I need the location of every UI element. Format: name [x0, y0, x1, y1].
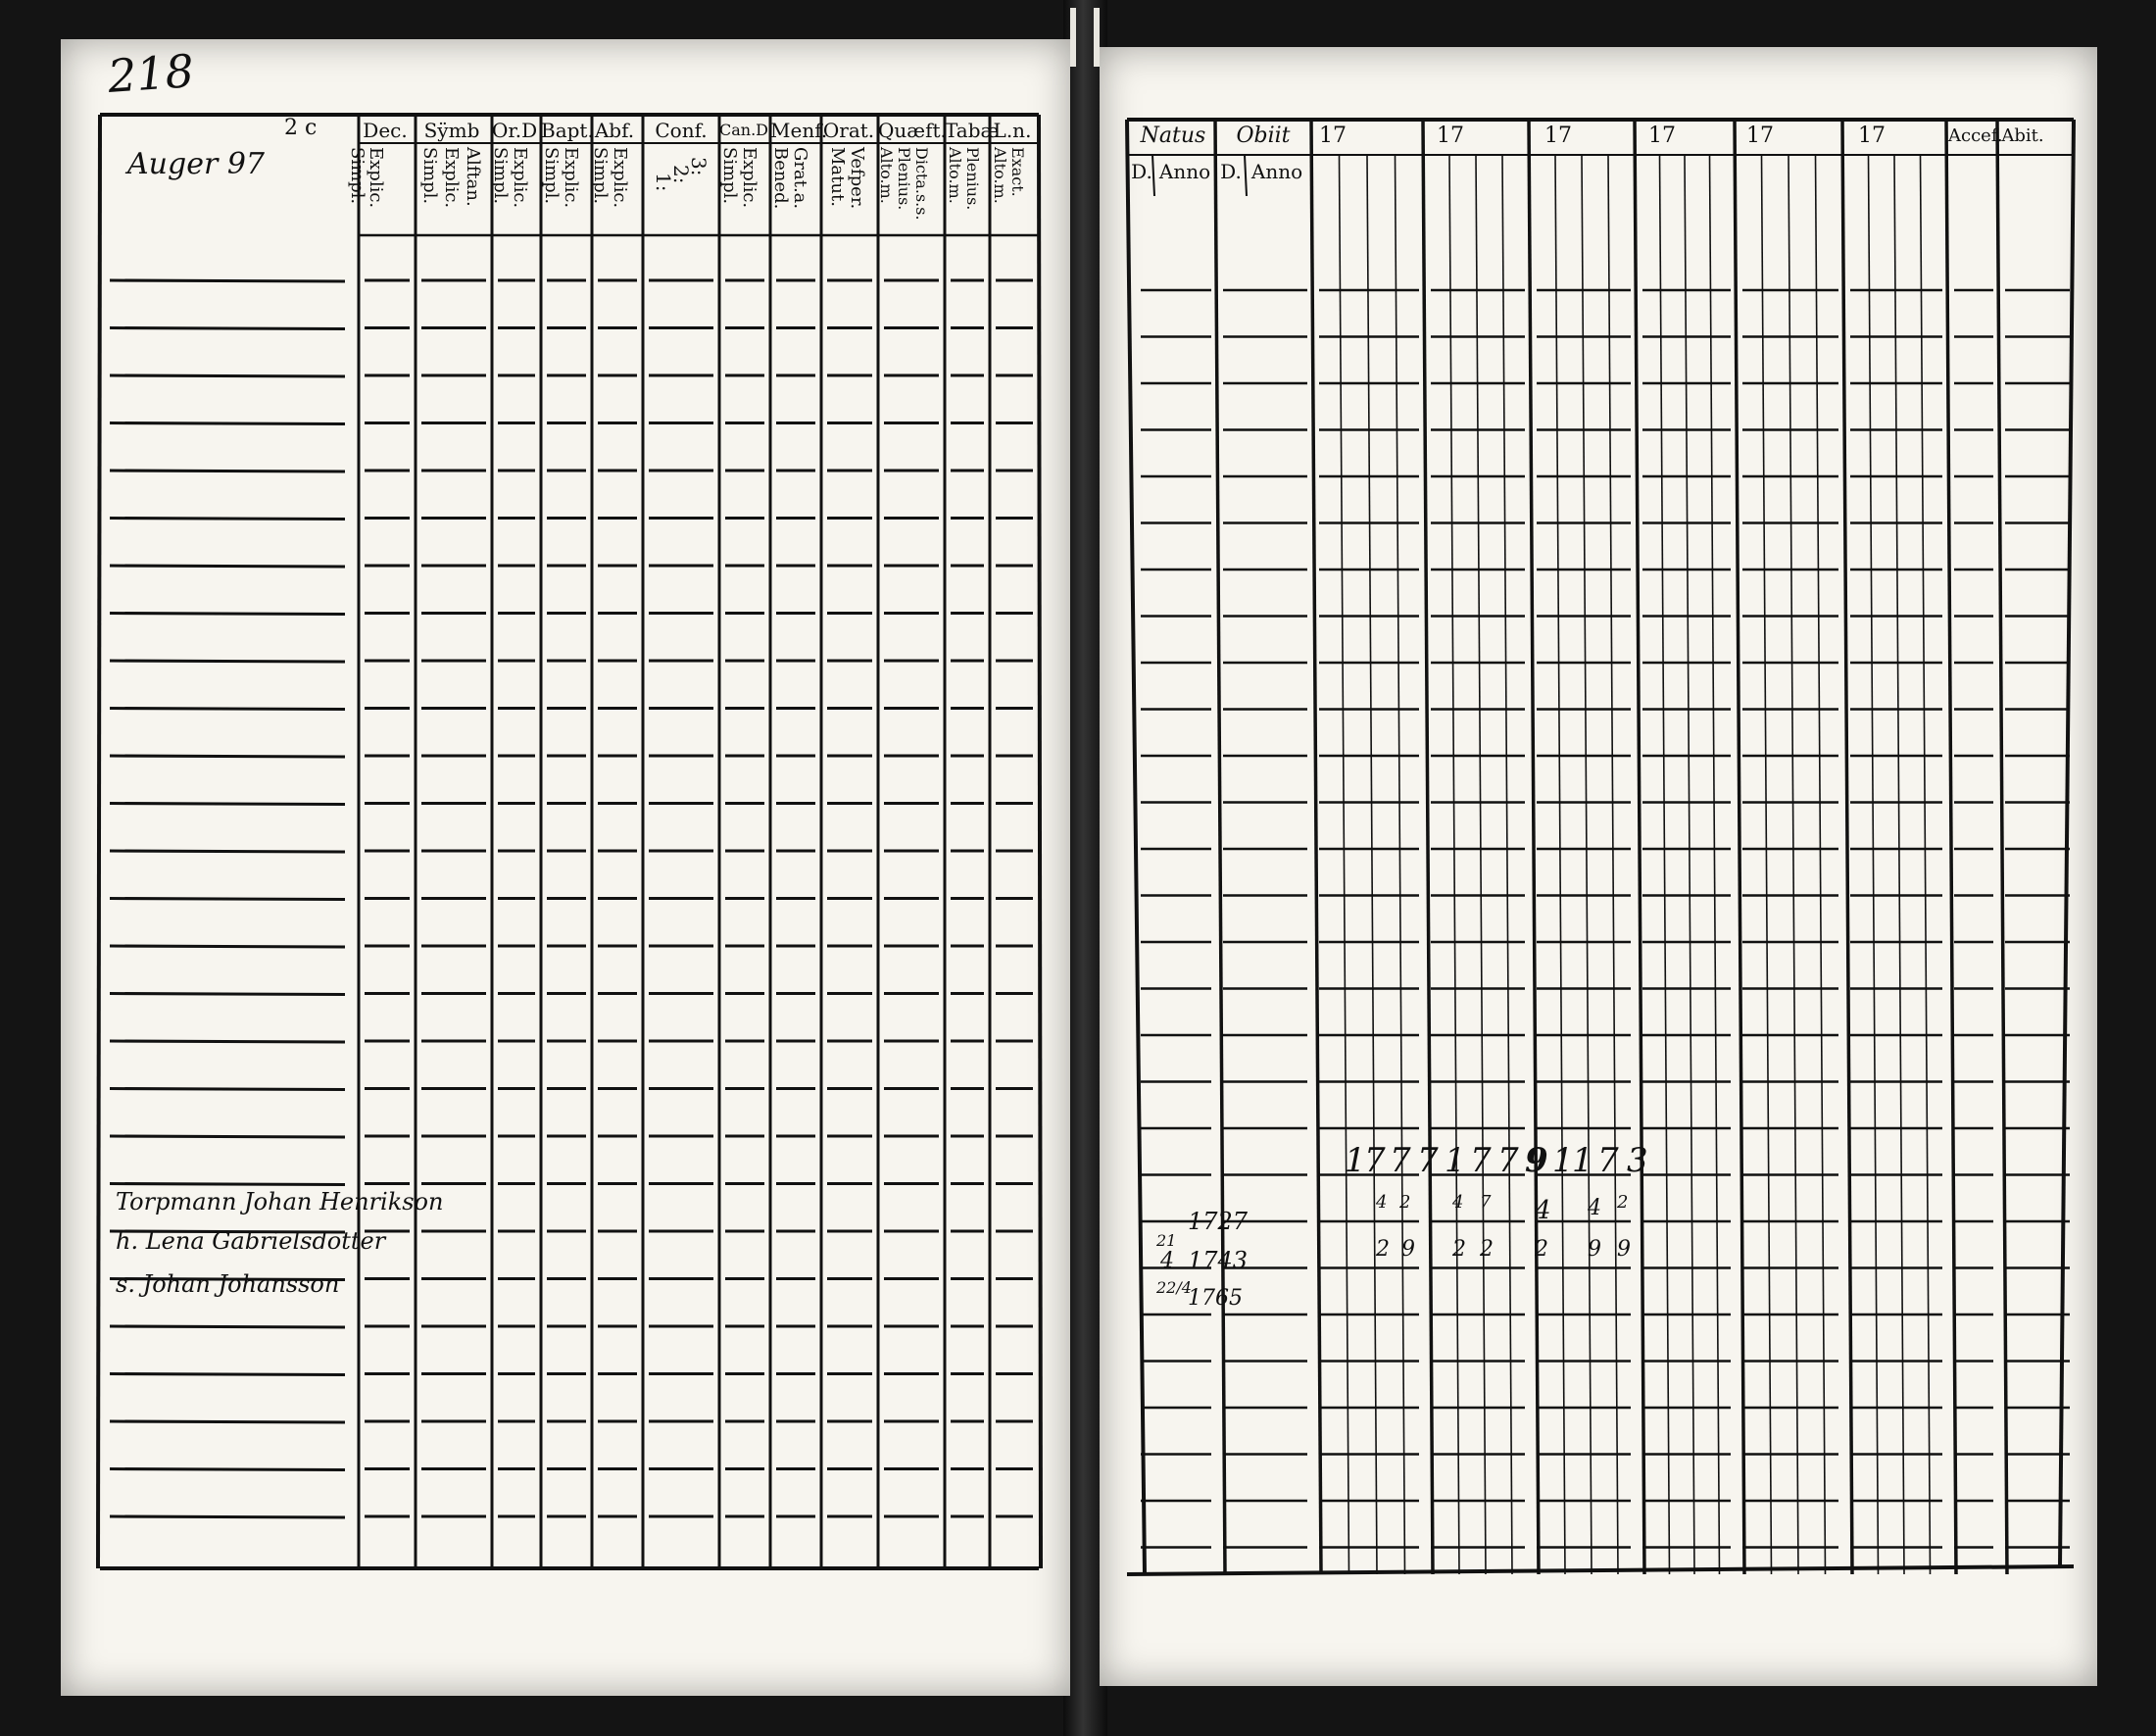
tally-small: 9 — [1401, 1237, 1415, 1262]
tally-small: 4 — [1588, 1196, 1601, 1220]
sub-dec-simpl: Simpl. — [347, 147, 368, 205]
sub-natus-d: D. — [1131, 160, 1152, 183]
tally-mark: 1 — [1345, 1141, 1366, 1180]
rule-line — [110, 1326, 345, 1327]
tally-small: 2 — [1480, 1237, 1494, 1262]
sub-abs-simpl: Simpl. — [590, 147, 611, 205]
header-marks: 2 c — [284, 116, 318, 140]
rule-line — [110, 1041, 345, 1042]
rule-line — [110, 1516, 345, 1517]
sub-mens-bened: Bened. — [770, 147, 791, 210]
rule-line — [110, 709, 345, 710]
rule-line — [110, 280, 345, 281]
rule-line — [110, 851, 345, 852]
rule-line — [98, 115, 100, 1568]
sub-symb-simpl: Simpl. — [419, 147, 440, 205]
rule-line — [1152, 155, 1154, 196]
sub-ln-alto: Alto.m. — [991, 147, 1009, 204]
col-header-quaest: Quæft. — [878, 119, 947, 142]
col-header-dec: Dec. — [363, 119, 408, 142]
sub-tabae-plenius: Plenius. — [963, 147, 982, 211]
sub-tabae-alto: Alto.m. — [946, 147, 964, 204]
rule-line — [110, 375, 345, 376]
sub-bapt-simpl: Simpl. — [541, 147, 562, 205]
rule-line — [110, 1469, 345, 1470]
col-header-ln: L.n. — [993, 119, 1032, 142]
col-header-bapt: Bapt. — [541, 119, 594, 142]
col-header-year: 17 — [1746, 124, 1774, 148]
col-header-year: 17 — [1319, 124, 1347, 148]
sub-symb-alftan: Alftan. — [463, 147, 483, 207]
sub-ord-explic: Explic. — [510, 147, 530, 209]
rule-line — [110, 1136, 345, 1137]
tally-mark: 1 — [1572, 1141, 1593, 1180]
col-header-accef: Accef. — [1948, 125, 2003, 146]
tally-small: 4 — [1535, 1196, 1551, 1225]
col-header-mens: Menf. — [770, 119, 828, 142]
rule-line — [110, 1421, 345, 1422]
tally-mark: 7 — [1417, 1141, 1439, 1180]
rule-line — [110, 328, 345, 329]
birth-year: 1743 — [1188, 1247, 1249, 1274]
rule-line — [110, 566, 345, 567]
sub-quaest-plenius: Plenius. — [895, 147, 913, 211]
birth-year: 1765 — [1188, 1286, 1243, 1311]
tally-mark: 7 — [1470, 1141, 1492, 1180]
sub-conf-2: 2: — [669, 165, 693, 184]
tally-small: 2 — [1452, 1237, 1466, 1262]
col-header-cand: Can.D — [719, 121, 768, 139]
col-header-abit: Abit. — [2001, 125, 2044, 146]
sub-symb-explic: Explic. — [441, 147, 462, 209]
col-header-natus: Natus — [1140, 124, 1206, 148]
sub-quaest-dicta: Dicta.s.s. — [912, 147, 931, 221]
tally-mark: 7 — [1497, 1141, 1519, 1180]
tally-small: 2 — [1399, 1192, 1411, 1213]
rule-line — [110, 661, 345, 662]
birth-year: 1727 — [1188, 1208, 1249, 1235]
rule-line — [110, 1374, 345, 1375]
rule-line — [110, 804, 345, 805]
sub-ln-exact: Exact. — [1008, 147, 1027, 197]
sub-conf-1: 1: — [652, 173, 675, 192]
sub-dec-explic: Explic. — [366, 147, 386, 209]
sub-quaest-alto: Alto.m. — [877, 147, 896, 204]
tally-small: 9 — [1617, 1237, 1631, 1262]
entry-name: s. Johan Johansson — [116, 1270, 340, 1298]
rule-line — [1039, 115, 1041, 1568]
rule-line — [110, 423, 345, 424]
rule-line — [110, 614, 345, 615]
tally-small: 4 — [1452, 1192, 1464, 1213]
entry-name: h. Lena Gabrielsdotter — [116, 1227, 386, 1255]
sub-cand-explic: Explic. — [739, 147, 760, 209]
tally-mark: 1 — [1445, 1141, 1466, 1180]
tally-mark: 7 — [1597, 1141, 1619, 1180]
col-header-year: 17 — [1648, 124, 1676, 148]
sub-abs-explic: Explic. — [610, 147, 630, 209]
rule-line — [110, 899, 345, 900]
rule-line — [1127, 1566, 2074, 1574]
sub-conf-3: 3: — [687, 157, 710, 176]
tally-mark: 1 — [1552, 1141, 1574, 1180]
entry-name: Torpmann Johan Henrikson — [116, 1188, 444, 1215]
tally-mark: 7 — [1364, 1141, 1386, 1180]
rule-line — [110, 1089, 345, 1090]
tally-mark: 7 — [1390, 1141, 1411, 1180]
sub-obiit-d: D. — [1220, 160, 1242, 183]
tally-small: 9 — [1588, 1237, 1601, 1262]
tally-mark: 3 — [1627, 1141, 1648, 1180]
tally-small: 2 — [1535, 1237, 1548, 1262]
rule-line — [110, 946, 345, 947]
tally-small: 7 — [1480, 1192, 1492, 1213]
sub-natus-anno: Anno — [1158, 160, 1211, 183]
rule-line — [110, 519, 345, 520]
page-number: 218 — [106, 44, 196, 103]
tally-small: 2 — [1376, 1237, 1390, 1262]
col-header-orat: Orat. — [822, 119, 875, 142]
sub-ord-simpl: Simpl. — [490, 147, 511, 205]
tally-small: 2 — [1617, 1192, 1629, 1213]
birth-day: 22/4 — [1156, 1278, 1192, 1297]
birth-day: 21 — [1156, 1231, 1177, 1250]
col-header-year: 17 — [1437, 124, 1464, 148]
header-note: Auger 97 — [127, 147, 265, 181]
sub-orat-matut: Matut. — [827, 147, 848, 207]
sub-cand-simpl: Simpl. — [719, 147, 740, 205]
sub-obiit-anno: Anno — [1250, 160, 1303, 183]
sub-bapt-explic: Explic. — [561, 147, 581, 209]
sub-orat-vesper: Vefper. — [847, 147, 867, 210]
rule-line — [110, 994, 345, 995]
tally-small: 4 — [1376, 1192, 1388, 1213]
birth-day: 4 — [1160, 1249, 1174, 1273]
col-header-year: 17 — [1858, 124, 1886, 148]
col-header-symb: Sÿmb — [423, 119, 480, 142]
tally-mark: 9 — [1525, 1141, 1548, 1180]
col-header-tabae: Tabæ — [945, 119, 1000, 142]
col-header-year: 17 — [1544, 124, 1572, 148]
rule-line — [110, 1184, 345, 1185]
col-header-ord: Or.D — [492, 119, 538, 142]
col-header-conf: Conf. — [655, 119, 708, 142]
col-header-abs: Abf. — [594, 119, 635, 142]
col-header-obiit: Obiit — [1236, 124, 1291, 148]
sub-mens-grat: Grat.a. — [790, 147, 810, 210]
rule-line — [110, 756, 345, 757]
